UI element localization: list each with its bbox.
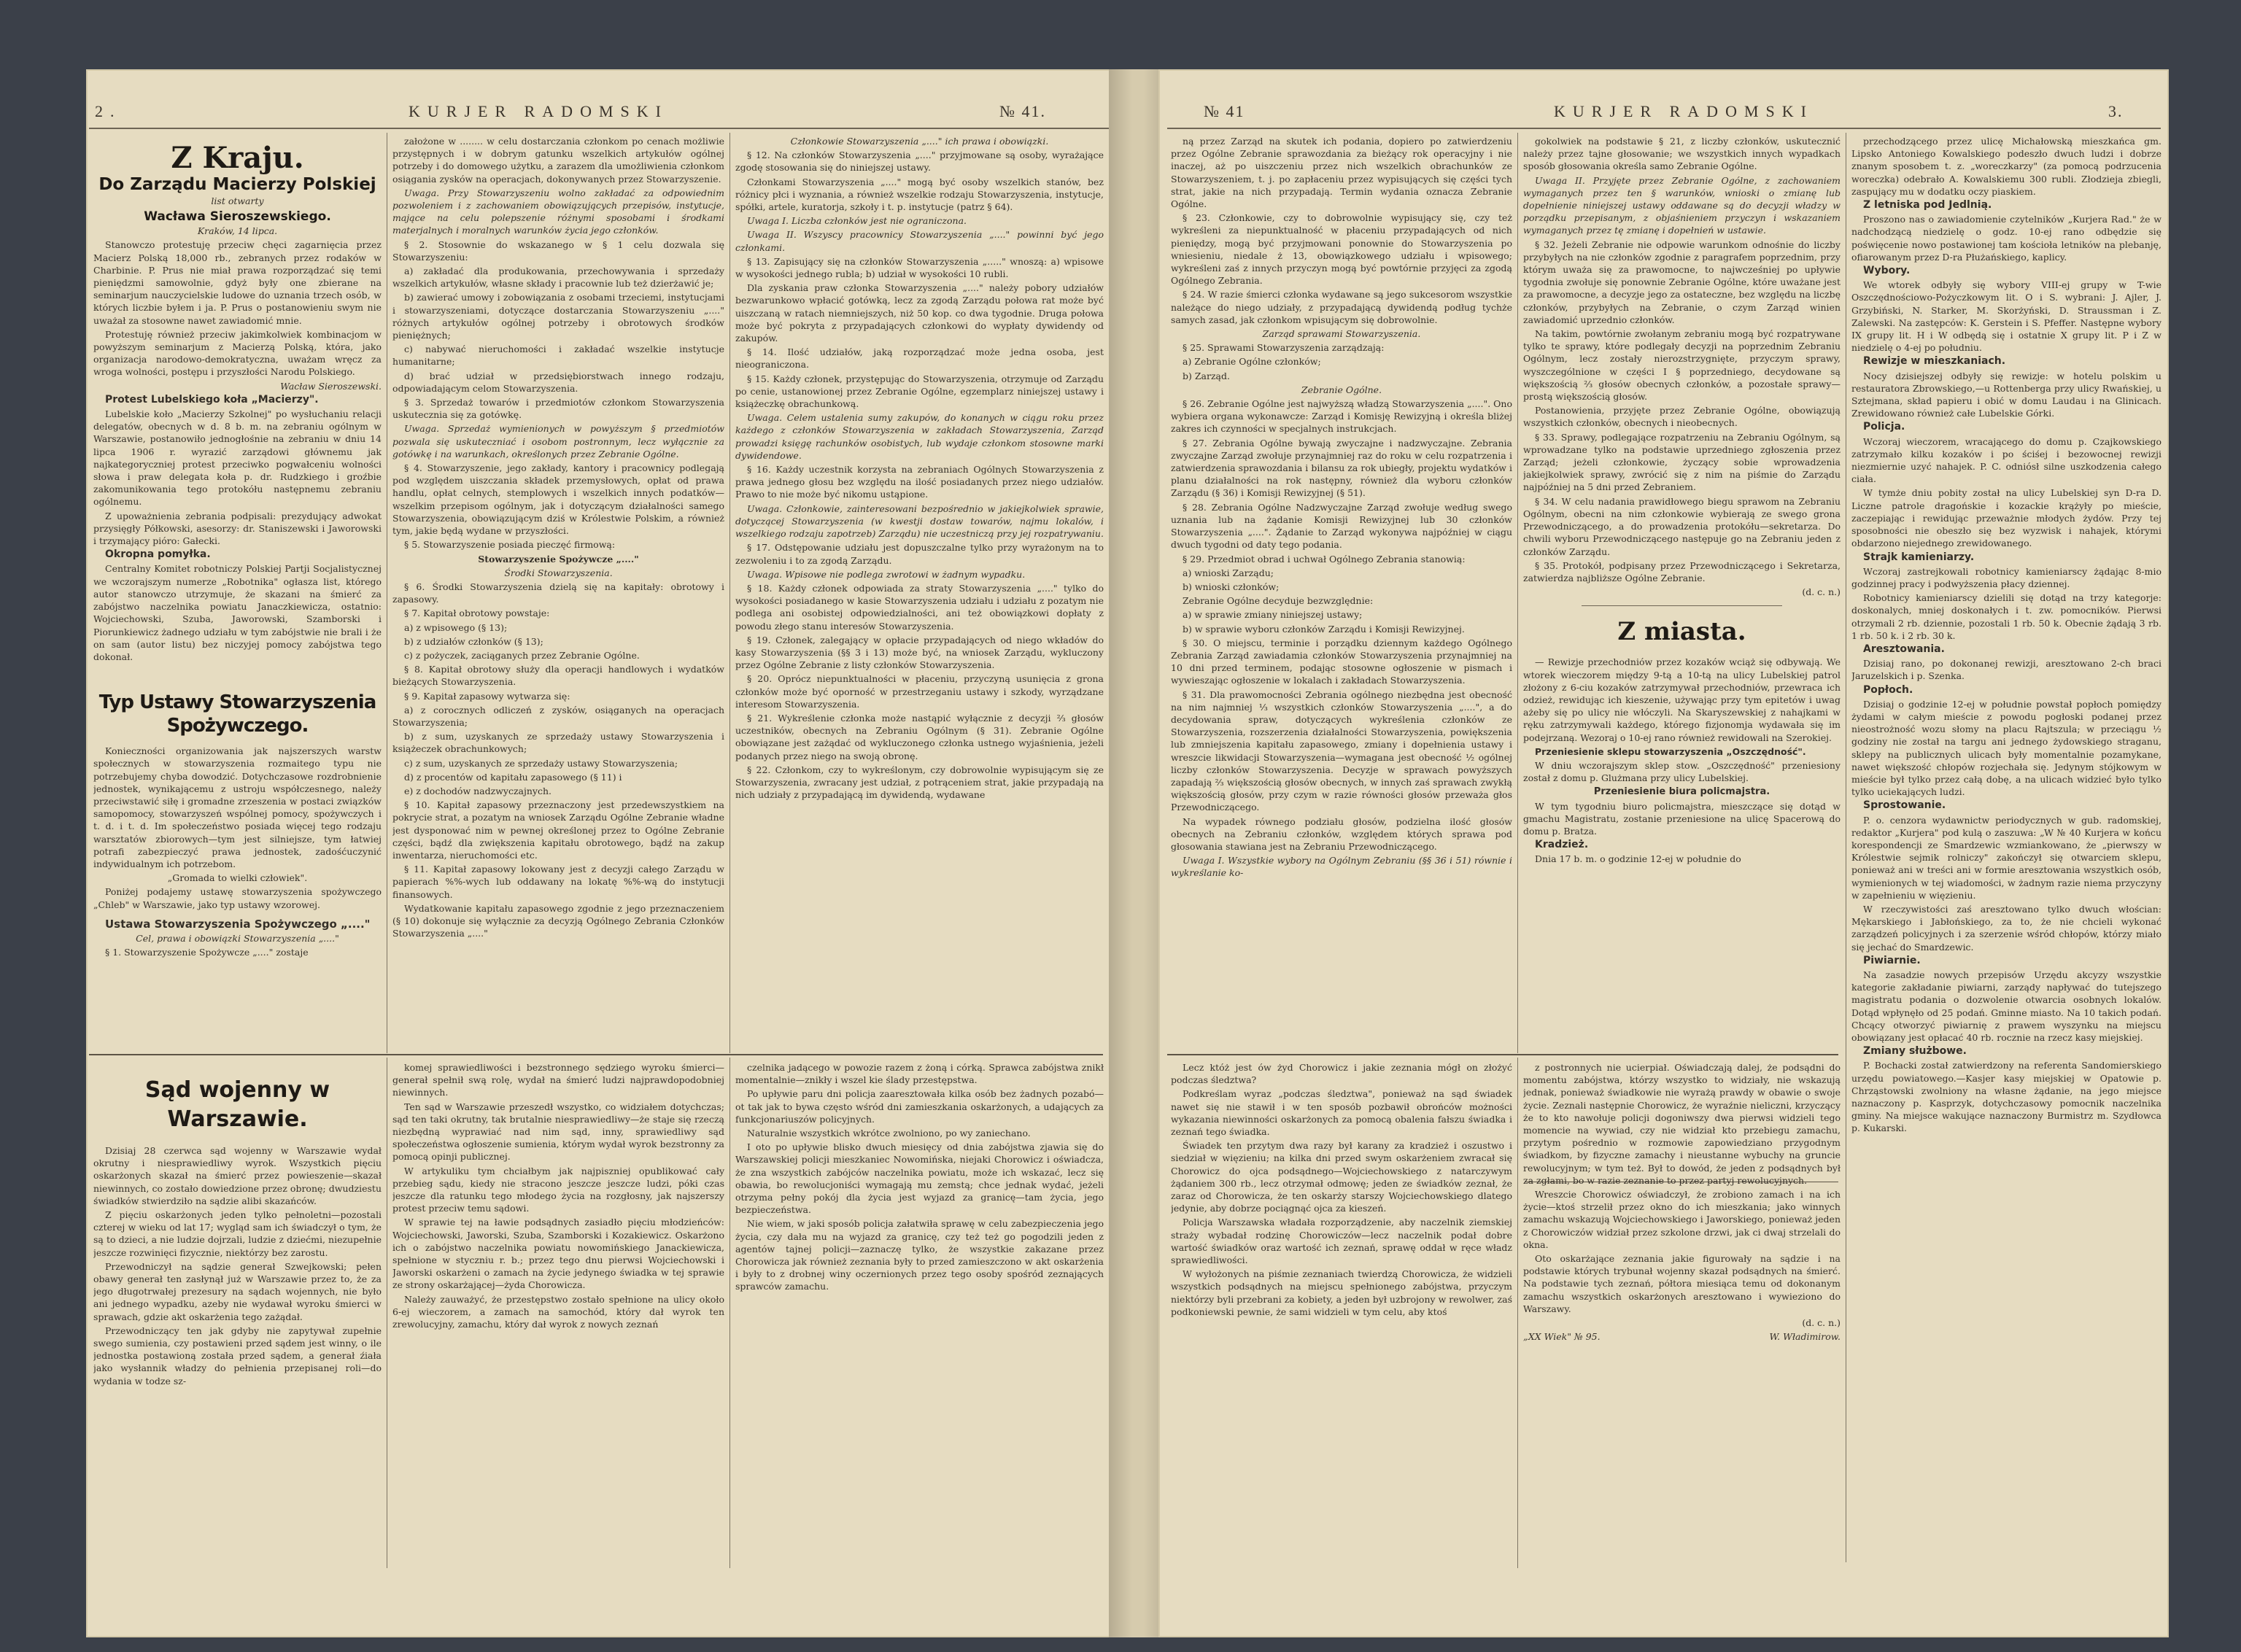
paragraph: W artykuliku tym chciałbym jak najpiszniej opublikować cały przebieg sądu, kiedy nie stracono jeszcze jeszcze ludzi, póki czas jeszcze dla ratunku tego młodego życia na rozgłosny, jak najszerszy protest przeciw temu sądowi.: [392, 1165, 724, 1214]
subheading: Ustawa Stowarzyszenia Spożywczego „....": [105, 917, 371, 931]
paragraph: — Rewizje przechodniów przez kozaków wciąż się odbywają. We wtorek wieczorem między 9-tą a 10-tą na ulicy Lubelskiej patrol złożony z 6-ciu kozaków zatrzymywał przechodniów, przewraca ich odzież, rewidując ich kieszenie, używając przy tym epitetów i uwag ażeby się po ulicy nie włóczyli. Na Skaryszewskiej z nahajkami w ręku zatrzymywali każdego, którego fizjonomja wydawała się im podejrzaną. Wezoraj o 10-ej rano również rewidowali na Szerokiej.: [1523, 656, 1841, 743]
paragraph: § 7. Kapitał obrotowy powstaje:: [404, 608, 550, 619]
article-column: [1523, 1061, 1841, 1564]
paragraph: § 23. Członkowie, czy to dobrowolnie wypisujący się, czy też wykreśleni za niepunktualność w płaceniu przypadających od nich pieniędzy, mogą być przyjmowani ponownie do Stowarzyszenia po wniesieniu, niedale ż 13, obowiązkowego udziału i wpisowego; wykreśleni zaś z innych przyczyn mogą być powtórnie przyjęci za zgodą Ogólnego Zebrania.: [1171, 212, 1512, 287]
paragraph: § 21. Wykreślenie członka może nastąpić wyłącznie z decyzji ⅔ głosów uczestników, obecnych na Zebraniu Ogólnym (§ 31). Zebranie Ogólne obowiązane jest zażądać od wykluczonego członka ustnego wyjaśnienia, jeżeli podanych przez niego na swoją obronę.: [735, 712, 1104, 761]
paragraph: § 33. Sprawy, podlegające rozpatrzeniu na Zebraniu Ogólnym, są wprowadzane tylko na podstawie uprzedniego zgłoszenia przez Zarząd; jeżeli członkowie, życzący sobie wprowadzenia jakiejkolwiek sprawy, zwrócić się z nim na piśmie do Zarządu najpóźniej na 5 dni przed Zebraniem.: [1523, 431, 1841, 493]
paragraph: Uwaga II. Wszyscy pracownicy Stowarzyszenia „...." powinni być jego członkami.: [735, 229, 1104, 253]
paragraph: Dzisiaj rano, po dokonanej rewizji, aresztowano 2-ch braci Jaruzelskich i p. Szenka.: [1851, 658, 2161, 682]
paragraph: W rzeczywistości zaś aresztowano tylko dwuch włościan: Mękarskiego i Jabłońskiego, za to, że nie chcieli wykonać zarządzeń policyjnych i za szerzenie wśród chłopów, którzy miało się jechać do Smardzewic.: [1851, 903, 2161, 953]
paragraph: a) wnioski Zarządu;: [1183, 567, 1274, 578]
paragraph: Uwaga. Celem ustalenia sumy zakupów, do konanych w ciągu roku przez każdego z członków Stowarzyszenia w zakładach Stowarzyszenia, Zarząd prowadzi księgę rachunków osobistych, lub wydaje członkom stosowne marki dywidendowe.: [735, 412, 1104, 461]
paragraph: Uwaga. Członkowie, zainteresowani bezpośrednio w jakiejkolwiek sprawie, dotyczącej Stowarzyszenia (w kwestji dostaw towarów, najmu lokalów, i wszelkiego rodzaju zapotrzeb) Zarządu) nie uczestniczą przy jej rozpatrywaniu.: [735, 503, 1104, 540]
paragraph: Oto oskarżające zeznania jakie figurowały na sądzie i na podstawie których trybunał wojenny skazał podsądnych na śmierć. Na podstawie tych zeznań, półtora miesiąca temu od dokonanym zamachu wszystkich oskarżonych aresztowano i wywieziono do Warszawy.: [1523, 1253, 1841, 1314]
paragraph: § 26. Zebranie Ogólne jest najwyższą władzą Stowarzyszenia „....". Ono wybiera organa wykonawcze: Zarząd i Komisję Rewizyjną i określa bliżej zakres ich czynności w specjalnych instrukcjach.: [1171, 398, 1512, 435]
subheading: Strajk kamieniarzy.: [1863, 551, 1975, 563]
paragraph: ną przez Zarząd na skutek ich podania, dopiero po zatwierdzeniu przez Ogólne Zebranie sprawozdania za bieżący rok operacyjny i nie inaczej, aż po uiszczeniu przez nich wszelkich obrachunków ze Stowarzyszeniem, t. j. po zapłaceniu przez wypisujących się części tych strat, jakie na nich przypadają. Termin wydania oznacza Zebranie Ogólne.: [1171, 136, 1512, 210]
paragraph: Wydatkowanie kapitału zapasowego zgodnie z jego przeznaczeniem (§ 10) dokonuje się wyłącznie za decyzją Ogólnego Zebrania Członków Stowarzyszenia „....": [392, 902, 724, 939]
continuation-note: (d. c. n.): [1802, 586, 1841, 598]
paragraph: Poniżej podajemy ustawę stowarzyszenia spożywczego „Chleb" w Warszawie, jako typ ustawy wzorowej.: [93, 886, 382, 910]
paragraph: Dzisiaj 28 czerwca sąd wojenny w Warszawie wydał okrutny i niesprawiedliwy wyrok. Wszystkich pięciu oskarżonych skazał na śmierć przez powieszenie—skazał niewinnych, co zostało dowiedzione przez obronę; dwudziestu świadków stwierdziło na sądzie alibi skazańców.: [93, 1145, 382, 1206]
article-headline: Typ Ustawy Stowarzyszenia Spożywczego.: [98, 691, 376, 737]
paragraph: c) nabywać nieruchomości i zakładać wszelkie instytucje humanitarne;: [392, 344, 724, 368]
subheading: Cel, prawa i obowiązki Stowarzyszenia „....": [136, 932, 339, 944]
paragraph: b) wnioski członków;: [1183, 581, 1280, 592]
paragraph: b) zawierać umowy i zobowiązania z osobami trzeciemi, instytucjami i stowarzyszeniami, dotyczące dostarczania Stowarzyszeniu „...." różnych artykułów ogólnej potrzeby i obrotowych środków pieniężnych;: [392, 292, 724, 341]
paragraph: § 9. Kapitał zapasowy wytwarza się:: [404, 690, 570, 702]
subheading: Okropna pomyłka.: [105, 548, 211, 561]
paragraph: d) z procentów od kapitału zapasowego (§ 11) i: [404, 771, 622, 783]
paragraph: Lubelskie koło „Macierzy Szkolnej" po wysłuchaniu relacji delegatów, obecnych w d. 8 b. m. na zebraniu ogólnym w Warszawie, postanowiło jednogłośnie na zebraniu w dniu 14 lipca 1906 r. wyrazić zarządowi głównemu jak najkategoryczniej protest przeciwko pogwałceniu wolności słowa i praw delegata koła p. dr. Rudzkiego i groźbie zakomunikowania tego protokółu następnemu zebraniu ogólnemu.: [93, 408, 382, 508]
firm-name: Stowarzyszenie Spożywcze „....": [478, 553, 639, 565]
paragraph: Uwaga I. Wszystkie wybory na Ogólnym Zebraniu (§§ 36 i 51) równie i wykreślanie ko-: [1171, 855, 1512, 879]
divider: [1582, 605, 1782, 606]
paragraph: § 27. Zebrania Ogólne bywają zwyczajne i nadzwyczajne. Zebrania zwyczajne Zarząd zwołuje przynajmniej raz do roku w celu rozpatrzenia i zatwierdzenia sprawozdania i bilansu za rok ubiegły, projektu wydatków i planu działalności na rok następny, również dla wyboru członków Zarządu (§ 36) i Komisji Rewizyjnej (§ 51).: [1171, 437, 1512, 499]
paragraph: b) z sum, uzyskanych ze sprzedaży ustawy Stowarzyszenia i książeczek obrachunkowych;: [392, 731, 724, 755]
article-column: [93, 1061, 382, 1564]
paragraph: § 8. Kapitał obrotowy służy dla operacji handlowych i wydatków bieżących Stowarzyszenia.: [392, 664, 724, 688]
paragraph: Protestuję również przeciw jakimkolwiek kombinacjom w powyższym seminarjum z Macierzą Polską, która, jako organizacja narodowo-demokratyczna, uważam wręcz za wroga wolności, postępu i przyszłości Narodu Polskiego.: [93, 328, 382, 378]
paragraph: Uwaga II. Przyjęte przez Zebranie Ogólne, z zachowaniem wymaganych przez ten § warunków, wnioski o zmianę lub dopełnienie niniejszej ustawy oddawane są do decyzji władzy w porządku przepisanym, z objaśnieniem przyczyn i wskazaniem wymaganych przez tę zmianę i dopełnień w ustawie.: [1523, 174, 1841, 236]
article-column: [735, 1061, 1104, 1564]
paragraph: a) z corocznych odliczeń z zysków, osiąganych na operacjach Stowarzyszenia;: [392, 704, 724, 728]
paragraph: Uwaga. Sprzedaż wymienionych w powyższym § przedmiotów pozwala się uskuteczniać i osobom postronnym, lecz wyłącznie za gotówkę i na warunkach, określonych przez Zebranie Ogólne.: [392, 423, 724, 459]
paragraph: c) z pożyczek, zaciąganych przez Zebranie Ogólne.: [404, 649, 640, 661]
paragraph: § 12. Na członków Stowarzyszenia „...." przyjmowane są osoby, wyrażające zgodę stosowania się do niniejszej ustawy.: [735, 150, 1104, 174]
paragraph: Dla zyskania praw członka Stowarzyszenia „...." należy pobory udziałów bezwarunkowo wpłacić gotówką, lecz za zgodą Zarządu połowa rat może być uiszczaną w ratach niemniejszych, niż 50 kop. co dwa tygodnie. Druga połowa może być pokryta z przypadających członkowi do wypłaty dywidendy od zakupów.: [735, 282, 1104, 344]
paragraph: Stanowczo protestuję przeciw chęci zagarnięcia przez Macierz Polską 18,000 rb., zebranych przez rodaków w Charbinie. P. Prus nie miał prawa rozporządzać się temi pieniędzmi samowolnie, gdyż były one zbierane na seminarjum nauczycielskie ludowe do uznania trzech osób, w których liczbie byłem i ja. P. Prus o postanowieniu swym nie uważał za stosowne nawet zawiadomić mnie.: [93, 239, 382, 326]
section-headline: Z Kraju.: [171, 141, 304, 175]
paragraph: komej sprawiedliwości i bezstronnego sędziego wyroku śmierci—generał spełnił swą rolę, wydał na śmierć ludzi najprawdopodobniej niewinnych.: [392, 1062, 724, 1098]
subheading: Zmiany służbowe.: [1863, 1045, 1967, 1058]
continuation-note: (d. c. n.): [1802, 1317, 1841, 1329]
left-page-header: [0, 102, 2241, 121]
paragraph: § 25. Sprawami Stowarzyszenia zarządzają:: [1183, 342, 1385, 354]
paragraph: Nocy dzisiejszej odbyły się rewizje: w hotelu polskim u restauratora Zbrowskiego,—u Rottenberga przy ulicy Rwańskiej, u Sztejmana, skład papieru i obić w domu Laudau i na Glinicach. Zrewidowano również całe Lubelskie Górki.: [1851, 370, 2161, 419]
paragraph: W dniu wczorajszym sklep stow. „Oszczędność" przeniesiony został z domu p. Glużmana przy ulicy Lubelskiej.: [1523, 759, 1841, 784]
paragraph: W tymże dniu pobity został na ulicy Lubelskiej syn D-ra D. Liczne patrole dragońskie i kozackie krążyły po mieście, zaczepiając i rewidując przeważnie młodych żydów. Przy tej sposobności nie obeszło się bez wyzwisk i nahajek, którymi obdarzono niejednego zrewidowanego.: [1851, 487, 2161, 549]
section-rule: [1167, 1054, 1838, 1055]
paragraph: Z upoważnienia zebrania podpisali: prezydujący adwokat przysięgły Półkowski, asesorzy: dr. Staniszewski i Jaworowski i trzymający pióro: Gałecki.: [93, 510, 382, 547]
section-rule: [89, 1054, 1103, 1055]
subheading: Popłoch.: [1863, 683, 1913, 696]
paragraph: § 22. Członkom, czy to wykreślonym, czy dobrowolnie wypisującym się ze Stowarzyszenia, zwracany jest udział, z potrąceniem strat, jakie przypadają na nich udziały z przypadającą im dywidendą, wydawane: [735, 764, 1104, 801]
paragraph: Na zasadzie nowych przepisów Urzędu akcyzy wszystkie kategorie zakładanie piwiarni, zarządy napływać do tutejszego magistratu podania o dozwolenie otwarcia osobnych lokalów. Dotąd wpłynęło od 25 podań. Gminne miasto. Na 10 takich podań. Chcący otworzyć piwiarnię z prawem wyszynku na miejscu obowiązany jest opłacać 40 rb. rocznie na rzecz kasy miejskiej.: [1851, 969, 2161, 1044]
paragraph: § 11. Kapitał zapasowy lokowany jest z decyzji całego Zarządu w papierach %%-wych lub oddawany na lokatę %%-wą do instytucji finansowych.: [392, 864, 724, 900]
subheading: Sprostowanie.: [1863, 799, 1946, 812]
issue-number: № 41.: [999, 102, 1046, 120]
paragraph: We wtorek odbyły się wybory VIII-ej grupy w T-wie Oszczędnościowo-Pożyczkowym lit. O i S. wybrani: J. Ajler, J. Grzybiński, N. Starker, M. Skorżyński, D. Straussman i Z. Zalewski. Na zastępców: K. Gerstein i S. Pfeffer. Następne wybory IX grupy lit. H i W odbędą się i ostatnie X grupy lit. P i Z w niedzielę o 4-ej po południu.: [1851, 279, 2161, 354]
paragraph: czelnika jadącego w powozie razem z żoną i córką. Sprawca zabójstwa znikł momentalnie—znikły i wszel kie ślady przestępstwa.: [735, 1062, 1104, 1086]
paragraph: Na takim, powtórnie zwołanym zebraniu mogą być rozpatrywane tylko te sprawy, które podlegały decyzji na poprzednim Zebraniu Ogólnym, lecz zostały nierozstrzygnięte, przyczym sprawy, wyszczególnione w części I § poprzedniego, decydowane są większością ⅔ głosów obecnych członków, a pozostałe sprawy—prostą większością głosów.: [1523, 328, 1841, 403]
paragraph: Proszono nas o zawiadomienie czytelników „Kurjera Rad." że w nadchodzącą niedzielę o godz. 10-ej rano odbędzie się poświęcenie nowo postawionej tam kościoła letników na plebanję, ofiarowanym przez D-ra Płużańskiego, kaplicy.: [1851, 214, 2161, 263]
article-subtitle: list otwarty: [211, 195, 264, 206]
paragraph: Uwaga I. Liczba członków jest nie ograniczona.: [747, 215, 967, 227]
column-rule: [729, 133, 730, 1053]
paragraph: gokolwiek na podstawie § 21, z liczby członków, uskutecznić należy przez tajne głosowanie; we wszystkich innych wypadkach sposób głosowania określa samo Zebranie Ogólne.: [1523, 136, 1841, 172]
paragraph: W sprawie tej na ławie podsądnych zasiadło pięciu młodzieńców: Wojciechowski, Jaworski, Szuba, Szamborski i Kozakiewicz. Oskarżono ich o zabójstwo naczelnika powiatu nowomińskiego Janackiewicza, spełnione w styczniu r. b.; przez tego dnu pierwsi Wojciechowski i Jaworski oskarżeni o zamach na życie jedynego świadka w tej sprawie ze strony oskarżającej—żyda Chorowicza.: [392, 1217, 724, 1291]
paragraph: Uwaga. Wpisowe nie podlega zwrotowi w żadnym wypadku.: [747, 568, 1026, 580]
paragraph: Zebranie Ogólne decyduje bezwzględnie:: [1183, 595, 1374, 607]
paragraph: § 6. Środki Stowarzyszenia dzielą się na kapitały: obrotowy i zapasowy.: [392, 581, 724, 605]
paragraph: § 1. Stowarzyszenie Spożywcze „...." zostaje: [105, 947, 309, 958]
news-column: [1851, 135, 2161, 1557]
paragraph: Nie wiem, w jaki sposób policja załatwiła sprawę w celu zabezpieczenia jego życia, czy dała mu na wyjazd za granicę, czy też też go pogodzili jeden z agentów tajnej policji—zaznaczę tylko, że wszystkie zakazane przez Chorowicza jak również zeznania były to przed zamieszczono w akt oskarżenia i były to z drobnej winy oczernionych przez tego osoby spośród zeznających sprawców zamachu.: [735, 1218, 1104, 1292]
paragraph: a) w sprawie zmiany niniejszej ustawy;: [1183, 609, 1363, 621]
paragraph: a) zakładać dla produkowania, przechowywania i sprzedaży wszelkich artykułów, własne składy i pracownie lub też dzierżawić je;: [392, 265, 724, 290]
section-headline: Z miasta.: [1617, 617, 1746, 647]
subheading: Z letniska pod Jedlnią.: [1863, 199, 1992, 212]
paragraph: Naturalnie wszystkich wkrótce zwolniono, po wy zaniechano.: [747, 1128, 1031, 1139]
paragraph: § 34. W celu nadania prawidłowego biegu sprawom na Zebraniu Ogólnym, obecni na nim członkowie wybierają ze swego grona Przewodniczącego, a do prowadzenia protokółu—sekretarza. Do chwili wyboru Przewodniczącego następuje go na Zebraniu jeden z członków Zarządu.: [1523, 495, 1841, 557]
paragraph: a) z wpisowego (§ 13);: [404, 621, 508, 633]
paragraph: § 32. Jeżeli Zebranie nie odpowie warunkom odnośnie do liczby przybyłych na nie członków zgodnie z paragrafem poprzednim, przy którym uważa się za prawomocne, to najwcześniej po upływie tygodnia zwołuje się ponownie Zebranie Ogólne, które uważane jest za prawomocne, a decyzje jego za ostateczne, bez względu na liczbę członków, przybyłych na Zebranie, o czym Zarząd winien zawiadomić uprzednio członków.: [1523, 239, 1841, 325]
paragraph: Na wypadek równego podziału głosów, podzielna ilość głosów obecnych na Zebraniu członków, względem których sprawa pod głosowania stawiana jest na Zebraniu Przewodniczącego.: [1171, 815, 1512, 852]
paragraph: Członkami Stowarzyszenia „...." mogą być osoby wszelkich stanów, bez różnicy płci i wyznania, a również wszelkie rodzaju Stowarzyszenia, instytucje, spółki, artele, kuratorja, szkoły i t. p. instytucje (patrz § 64).: [735, 176, 1104, 213]
paragraph: § 13. Zapisujący się na członków Stowarzyszenia „....." wnoszą: a) wpisowe w wysokości jednego rubla; b) udział w wysokości 10 rubli.: [735, 255, 1104, 280]
header-rule: [89, 128, 1109, 129]
paragraph: § 15. Każdy członek, przystępując do Stowarzyszenia, otrzymuje od Zarządu po cenie, ustanowionej przez Zebranie Ogólne, egzemplarz niniejszej ustawy i książeczkę obrachunkową.: [735, 373, 1104, 410]
column-rule: [729, 1058, 730, 1568]
paragraph: Podkreślam wyraz „podczas śledztwa", ponieważ na sąd świadek nawet się nie stawił i w ten sposób pozbawił obrońców możności wykazania niewinności oskarżonych za pomocą obalenia fałszu świadka i zeznań tego świadka.: [1171, 1088, 1512, 1138]
quote: „Gromada to wielki człowiek".: [167, 872, 308, 884]
paragraph: § 10. Kapitał zapasowy przeznaczony jest przedewszystkiem na pokrycie strat, a pozatym na wniosek Zarządu Ogólne Zebranie władne jest dysponować nim w pewnej określonej przez to Ogólne Zebranie części, bądź dla zwiększenia kapitału obrotowego, bądź na zakup inwentarza, nieruchomości etc.: [392, 799, 724, 861]
paragraph: § 31. Dla prawomocności Zebrania ogólnego niezbędna jest obecność na nim najmniej ⅓ wszystkich członków Stowarzyszenia „....", a do decydowania spraw, dotyczących wykreślenia członków ze Stowarzyszenia, rozszerzenia działalności Stowarzyszenia, powiększenia lub zmniejszenia kapitału zapasowego, zmiany i dopełnienia ustawy i wreszcie likwidacji Stowarzyszenia—wymagana jest obecność ½ ogólnej liczby członków Stowarzyszenia. Decyzje w sprawach powyższych zapadają ⅔ większością głosów obecnych, w innych zaś sprawach zwykłą większością głosów, przy czym w razie równości głosów przeważa głos Przewodniczącego.: [1171, 689, 1512, 813]
paragraph: § 24. W razie śmierci członka wydawane są jego sukcesorom wszystkie należące do niego udziały, z przypadającą dywidendą podług tychże samych zasad, jak członkom wpisującym się dobrowolnie.: [1171, 289, 1512, 325]
masthead: KURJER RADOMSKI: [409, 102, 668, 120]
paragraph: Konieczności organizowania jak najszerszych warstw społecznych w stowarzyszenia rozmaitego typu nie potrzebujemy chyba dowodzić. Dotychczasowe rozdrobnienie jednostek, wynikającemu z ustroju współczesnego, należy przeciwstawić siłę i gromadne zrzeszenia w postaci związków samopomocy, stowarzyszeń wspólnej pomocy, spożywczych i t. d. i t. d. Im społeczeństwo posiada więcej tego rodzaju warsztatów zbiorowych—tym jest silniejsze, tym łatwiej potrafi zabezpieczyć prawa jednostek, zadośćuczynić indywidualnym ich potrzebom.: [93, 745, 382, 869]
paragraph: P. Bochacki został zatwierdzony na referenta Sandomierskiego urzędu powiatowego.—Kasjer kasy miejskiej w Opatowie p. Chrząstowski zwolniony na własne żądanie, na jego miejsce naznaczony p. Kasprzyk, dotychczasowy pomocnik naczelnika gminy. Na miejsce wakujące naznaczony Burmistrz m. Szydłowca p. Kukarski.: [1851, 1060, 2161, 1134]
masthead: KURJER RADOMSKI: [1554, 102, 1814, 120]
subheading: Protest Lubelskiego koła „Macierzy".: [105, 393, 319, 406]
paragraph: d) brać udział w przedsiębiorstwach innego rodzaju, odpowiadającym celom Stowarzyszenia.: [392, 370, 724, 394]
author-signature: W. Władimirow.: [1769, 1331, 1841, 1343]
subheading: Przeniesienie biura policmajstra.: [1593, 786, 1770, 798]
paragraph: § 20. Oprócz niepunktualności w płaceniu, przyczyną usunięcia z grona członków może być oporność w przestrzeganiu ustawy i szkody, wyrządzane interesom Stowarzyszenia.: [735, 673, 1104, 710]
article-column: [1171, 135, 1512, 1050]
paragraph: Wczoraj wieczorem, wracającego do domu p. Czajkowskiego zatrzymało kilku kozaków i po ściśej i bezowocnej rewizji niezmiernie uzyć nahajek. P. C. odniósł silne uszkodzenia całego ciała.: [1851, 435, 2161, 485]
subheading: Zebranie Ogólne.: [1301, 384, 1382, 395]
paragraph: § 5. Stowarzyszenie posiada pieczęć firmową:: [404, 539, 616, 551]
subheading: Rewizje w mieszkaniach.: [1863, 355, 2006, 368]
paragraph: a) Zebranie Ogólne członków;: [1183, 356, 1321, 368]
paragraph: Ten sąd w Warszawie przeszedł wszystko, co widziałem dotychczas; sąd ten taki okrutny, tak brutalnie niesprawiedliwy—że staje się rzeczą niezbędną wyprawiać nad nim sąd, inny, sprawiedliwy sąd społeczeństwa ogłoszenie sumienia, którym wydał wyrok bezstronny za pomocą opinji publicznej.: [392, 1101, 724, 1163]
paragraph: Policja Warszawska władała rozporządzenie, aby naczelnik ziemskiej straży wybadał rodzinę Chorowiczów—lecz naczelnik podał dobre wartość świadków oraz wartość ich zeznań, sprawę oddał w ręce władz sprawiedliwości.: [1171, 1217, 1512, 1266]
subheading: Wybory.: [1863, 265, 1911, 277]
paragraph: Robotnicy kamieniarscy dzielili się dotąd na trzy kategorje: doskonalych, mniej doskonałych i t. zw. pomocników. Pierwsi otrzymali 2 rb. dziennie, pozostali 1 rb. 50 k. Obecnie żądają 3 rb. 1 rb. 50 k. i 2 rb. 30 k.: [1851, 592, 2161, 641]
paragraph: założone w ........ w celu dostarczania członkom po cenach możliwie przystępnych i w dobrym gatunku wszelkich artykułów ogólnej potrzeby i do domowego użytku, a zarazem dla umożliwienia członkom osiągania zysków na operacjach, dokonywanych przez Stowarzyszenie.: [392, 136, 724, 185]
paragraph: Lecz któż jest ów żyd Chorowicz i jakie zeznania mógł on złożyć podczas śledztwa?: [1171, 1062, 1512, 1086]
article-column: [392, 1061, 724, 1564]
article-footer: [1523, 1330, 1841, 1343]
paragraph: Dnia 17 b. m. o godzinie 12-ej w południe do: [1535, 853, 1741, 865]
column-rule: [1517, 1058, 1518, 1568]
paragraph: § 2. Stosownie do wskazanego w § 1 celu dozwala się Stowarzyszeniu:: [392, 239, 724, 263]
subheading: Przeniesienie sklepu stowarzyszenia „Oszczędność".: [1535, 745, 1806, 757]
page-number: 2.: [95, 102, 122, 120]
paragraph: § 18. Każdy członek odpowiada za straty Stowarzyszenia „...." tylko do wysokości posiadanego w kasie Stowarzyszenia udziału i udziału z pozatym nie podlega ani osobistej odpowiedzialności, ani też obowiązkowi dopłaty z powodu złego stanu interesów Stowarzyszenia.: [735, 582, 1104, 632]
paragraph: W tym tygodniu biuro policmajstra, mieszczące się dotąd w gmachu Magistratu, zostanie przeniesione na ulicę Spacerową do domu p. Bratza.: [1523, 800, 1841, 837]
article-headline: Sąd wojenny w Warszawie.: [144, 1077, 330, 1132]
paragraph: § 35. Protokół, podpisany przez Przewodniczącego i Sekretarza, zatwierdza najbliższe Ogólne Zebranie.: [1523, 559, 1841, 583]
paragraph: § 4. Stowarzyszenie, jego zakłady, kantory i pracownicy podlegają pod względem uiszczania składek przemysłowych, opłat od prawa handlu, opłat celnych, stemplowych i wszelkich innych podatków—wszelkim przepisom ogólnym, jak i dotyczącym działalności samego Stowarzyszenia, obowiązującym dziś w Królestwie Polskim, a również tym, jakie będą wydane w przyszłości.: [392, 462, 724, 537]
paragraph: Przewodniczył na sądzie generał Szwejkowski; pełen obawy generał ten zasłynął już w Warszawie przez to, że za jego długotrwałej prezesury na sądach wojennych, nie było ani jednego wypadku, azeby nie wydawał wyroku śmierci w sprawach, gdzie akt oskarżenia tego zażądał.: [93, 1260, 382, 1322]
article-author: Wacława Sieroszewskiego.: [144, 209, 331, 225]
paragraph: Uwaga. Przy Stowarzyszeniu wolno zakładać za odpowiednim pozwoleniem i z zachowaniem obowiązujących przepisów, instytucje, mające na celu polepszenie różnymi sposobami i środkami materjalnych i moralnych warunków życia jego członków.: [392, 187, 724, 236]
paragraph: I oto po upływie blisko dwuch miesięcy od dnia zabójstwa zjawia się do Warszawskiej policji mieszkaniec Nowomińska, niejaki Chorowicz i oświadcza, że zna wszystkich zabójców naczelnika powiatu, może ich wskazać, lecz się obawia, bo rewolucjoniści wymagają mu zemstą; chce jednak wydać, jeżeli otrzyma pełny pokój dla życia jest wyjazd za granicę—tam życia, jego bezpieczeństwa.: [735, 1141, 1104, 1216]
paragraph: Z pięciu oskarżonych jeden tylko pełnoletni—pozostali czterej w wieku od lat 17; wygląd sam ich świadczył o tym, że są to dzieci, a nie ludzie dojrzali, ludzie z dziećmi, niezupełnie jeszcze rozwinięci fizycznie, niektórzy bez zarostu.: [93, 1209, 382, 1258]
subheading: Środki Stowarzyszenia.: [504, 567, 613, 578]
subheading: Kradzież.: [1535, 839, 1589, 851]
paragraph: c) z sum, uzyskanych ze sprzedaży ustawy Stowarzyszenia;: [404, 757, 678, 769]
paragraph: e) z dochodów nadzwyczajnych.: [404, 785, 552, 796]
subheading: Aresztowania.: [1863, 643, 1945, 655]
column-rule: [1517, 133, 1518, 1053]
paragraph: § 19. Członek, zalegający w opłacie przypadających od niego wkładów do kasy Stowarzyszenia (§§ 3 i 13) może być, na wniosek Zarządu, wykluczony przez Ogólne Zebranie z listy członków Stowarzyszenia.: [735, 634, 1104, 671]
paragraph: Po upływie paru dni policja zaaresztowała kilka osób bez żadnych pozabó—ot tak jak to bywa często wśród dni zamieszkania oskarżonych, a udających za funkcjonariuszów policyjnych.: [735, 1088, 1104, 1125]
paragraph: § 17. Odstępowanie udziału jest dopuszczalne tylko przy wyrażonym na to zezwoleniu i to za zgodą Zarządu.: [735, 542, 1104, 566]
paragraph: przechodzącego przez ulicę Michałowską mieszkańca gm. Lipsko Antoniego Kowalskiego podeszło dwuch ludzi i dobrze znanym sposobem t. z. „woreczkarzy" (za pomocą podrzucenia woreczka) odebrało A. Kowalskiemu 300 rubli. Złodzieja zbiegli, zaspujący mu w dodatku oczy piaskiem.: [1851, 136, 2161, 197]
paragraph: b) w sprawie wyboru członków Zarządu i Komisji Rewizyjnej.: [1183, 623, 1465, 635]
subheading: Policja.: [1863, 421, 1905, 433]
paragraph: W wyłożonych na piśmie zeznaniach twierdzą Chorowicza, że widzieli wszystkich podsądnych na miejscu spełnionego zabójstwa, przyczym niektórzy byli przebrani za kobiety, a jeden był uzbrojony w rewolwer, zaś podkoniewski pewnie, że sami widzieli w tym celu, aby ktoś: [1171, 1268, 1512, 1317]
article-column: [735, 135, 1104, 1050]
paragraph: § 29. Przedmiot obrad i uchwał Ogólnego Zebrania stanowią:: [1183, 553, 1466, 565]
header-rule: [1167, 128, 2161, 129]
article-column: [1523, 135, 1841, 1050]
paragraph: Przewodniczący ten jak gdyby nie zapytywał zupełnie swego sumienia, czy postawieni przed sądem jest winny, o ile jednostka postawioną została przed sądem, a generał źiała jako wysłannik władzy do pełnienia przepisanej roli—do wydania w todze sz-: [93, 1325, 382, 1387]
subheading: Zarząd sprawami Stowarzyszenia.: [1262, 328, 1421, 340]
article-column: [392, 135, 724, 1050]
source-credit: „XX Wiek" № 95.: [1523, 1331, 1601, 1343]
article-column: [93, 135, 382, 1050]
paragraph: § 3. Sprzedaż towarów i przedmiotów członkom Stowarzyszenia uskutecznia się za gotówkę.: [392, 397, 724, 421]
page-number: 3.: [2108, 102, 2124, 120]
paragraph: § 14. Ilość udziałów, jaką rozporządzać może jedna osoba, jest nieograniczona.: [735, 346, 1104, 371]
paragraph: Dzisiaj o godzinie 12-ej w południe powstał popłoch pomiędzy żydami w całym mieście z powodu pogłoski podanej przez nieostrożność wozu słomy na placu Rajtszula; w przeciągu ½ godziny nie został na targu ani jednego żydowskiego straganu, sklepy na publicznych ulicach były momentalnie pozamykane, nawet większość chłopów rozjechała się. Jedynym stójkowym w mieście był tylko przez całą dobę, a na ulicach widzieć było tylko tylko uciekających ludzi.: [1851, 698, 2161, 798]
paragraph: Centralny Komitet robotniczy Polskiej Partji Socjalistycznej we wczorajszym numerze „Robotnika" ogłasza list, którego autor stanowczo utrzymuje, że skazani na śmierć za zabójstwo naczelnika powiatu Janaczkiewicza, ostatnio: Wojciechowski, Szuba, Jaworowski, Szamborski i Piorunkiewicz żadnego udziału w tym zabójstwie nie brali i że on sam (autor listu) bez niczyjej pomocy zabójstwa tego dokonał.: [93, 563, 382, 662]
paragraph: z postronnych nie ucierpiał. Oświadczają dalej, że podsądni do momentu zabójstwa, którzy wszystko to widziały, nie wskazują jednak, ponieważ świadkowie nie wyrażą prawdy w obawie o swoje życie. Zeznali następnie Chorowicz, że wyraźnie nieliczni, krzyczący że to kto nawołuje policji dogoniwszy dwa pierwsi widzieli tego momencie na wywiad, czy nie widział kto przebiegu zamachu, przytym pośrednio w rozmowie zapowiedziano przygodnym świadkom, by fizyczne zamachy i nieustanne wybuchy na gruncie rewolucyjnym; w tym też. Był to dowód, że jeden z podsądnych był za zgłami, bo w razie zeznanie to przez partyj rewolucyjnych.: [1523, 1062, 1841, 1186]
paragraph: b) Zarząd.: [1183, 370, 1230, 381]
paragraph: Należy zauważyć, że przestępstwo zostało spełnione na ulicy około 6-ej wieczorem, a zamach na samochód, który dał wyrok ten zrewolucyjny, zamachu, który dał wyrok z nowych zeznań: [392, 1293, 724, 1330]
issue-number: № 41: [1204, 102, 1245, 120]
paragraph: P. o. cenzora wydawnictw periodycznych w gub. radomskiej, redaktor „Kurjera" pod kulą o zaszuwa: „W № 40 Kurjera w końcu korespondencji ze Smardzewic wzmiankowano, że „pierwszy w Królestwie sejmik rolniczy" zakończył się otwarciem sklepu, ponieważ ani w treści ani w formie aresztowania wszystkich osób, wymienionych w tej wiadomości, w żadnym razie niema przyczyny w zapełnieniu w więzieniu.: [1851, 814, 2161, 901]
paragraph: § 30. O miejscu, terminie i porządku dziennym każdego Ogólnego Zebrania Zarząd zawiadamia członków Stowarzyszenia przynajmniej na 10 dni przed terminem, podając stosowne ogłoszenie w pismach i wywieszając ogłoszenie w lokalach i zakładach Stowarzyszenia.: [1171, 637, 1512, 686]
subheading: Członkowie Stowarzyszenia „...." ich prawa i obowiązki.: [790, 136, 1049, 147]
paragraph: Wczoraj zastrejkowali robotnicy kamieniarscy żądając 8-mio godzinnej pracy i podwyższenia płacy dziennej.: [1851, 565, 2161, 589]
paragraph: § 16. Każdy uczestnik korzysta na zebraniach Ogólnych Stowarzyszenia z prawa jednego głosu bez względu na ilość posiadanych przez niego udziałów. Prawo to nie może być nikomu ustąpione.: [735, 464, 1104, 500]
dateline: Kraków, 14 lipca.: [197, 225, 278, 237]
paragraph: b) z udziałów członków (§ 13);: [404, 635, 543, 647]
paragraph: Postanowienia, przyjęte przez Zebranie Ogólne, obowiązują wszystkich członków, obecnych i nieobecnych.: [1523, 405, 1841, 429]
article-column: [1171, 1061, 1512, 1564]
subheading: Piwiarnie.: [1863, 954, 1921, 966]
signature: Wacław Sieroszewski.: [280, 380, 382, 392]
article-headline: Do Zarządu Macierzy Polskiej: [98, 175, 376, 194]
paragraph: Wreszcie Chorowicz oświadczył, że zrobiono zamach i na ich życie—ktoś strzelił przez okno do ich mieszkania; jako winnych zamachu wskazują Wojciechowskiego i Jaworskiego, ponieważ jeden z Chorowiczów widział przez szkolone drzwi, jak ci dwaj strzelali do okna.: [1523, 1189, 1841, 1250]
paragraph: § 28. Zebrania Ogólne Nadzwyczajne Zarząd zwołuje według swego uznania lub na żądanie Komisji Rewizyjnej lub 30 członków Stowarzyszenia „....". Żądanie to Zarząd wykonywa najpóźniej w ciągu dwuch tygodni od daty tego podania.: [1171, 501, 1512, 551]
paragraph: Świadek ten przytym dwa razy był karany za kradzież i oszustwo i siedział w więzieniu; na kilka dni przed swym oskarżeniem zwracał się Chorowicz do ojca podsądnego—Wojciechowskiego z natarczywym żądaniem 300 rb., lecz otrzymał odmowę; jeden ze świadków zeznał, że zaraz od Chorowicza, że ten oskarży starszy Wojciechowskiego dlatego jedynie, aby dobrze pociągnąć ojca za kieszeń.: [1171, 1140, 1512, 1214]
